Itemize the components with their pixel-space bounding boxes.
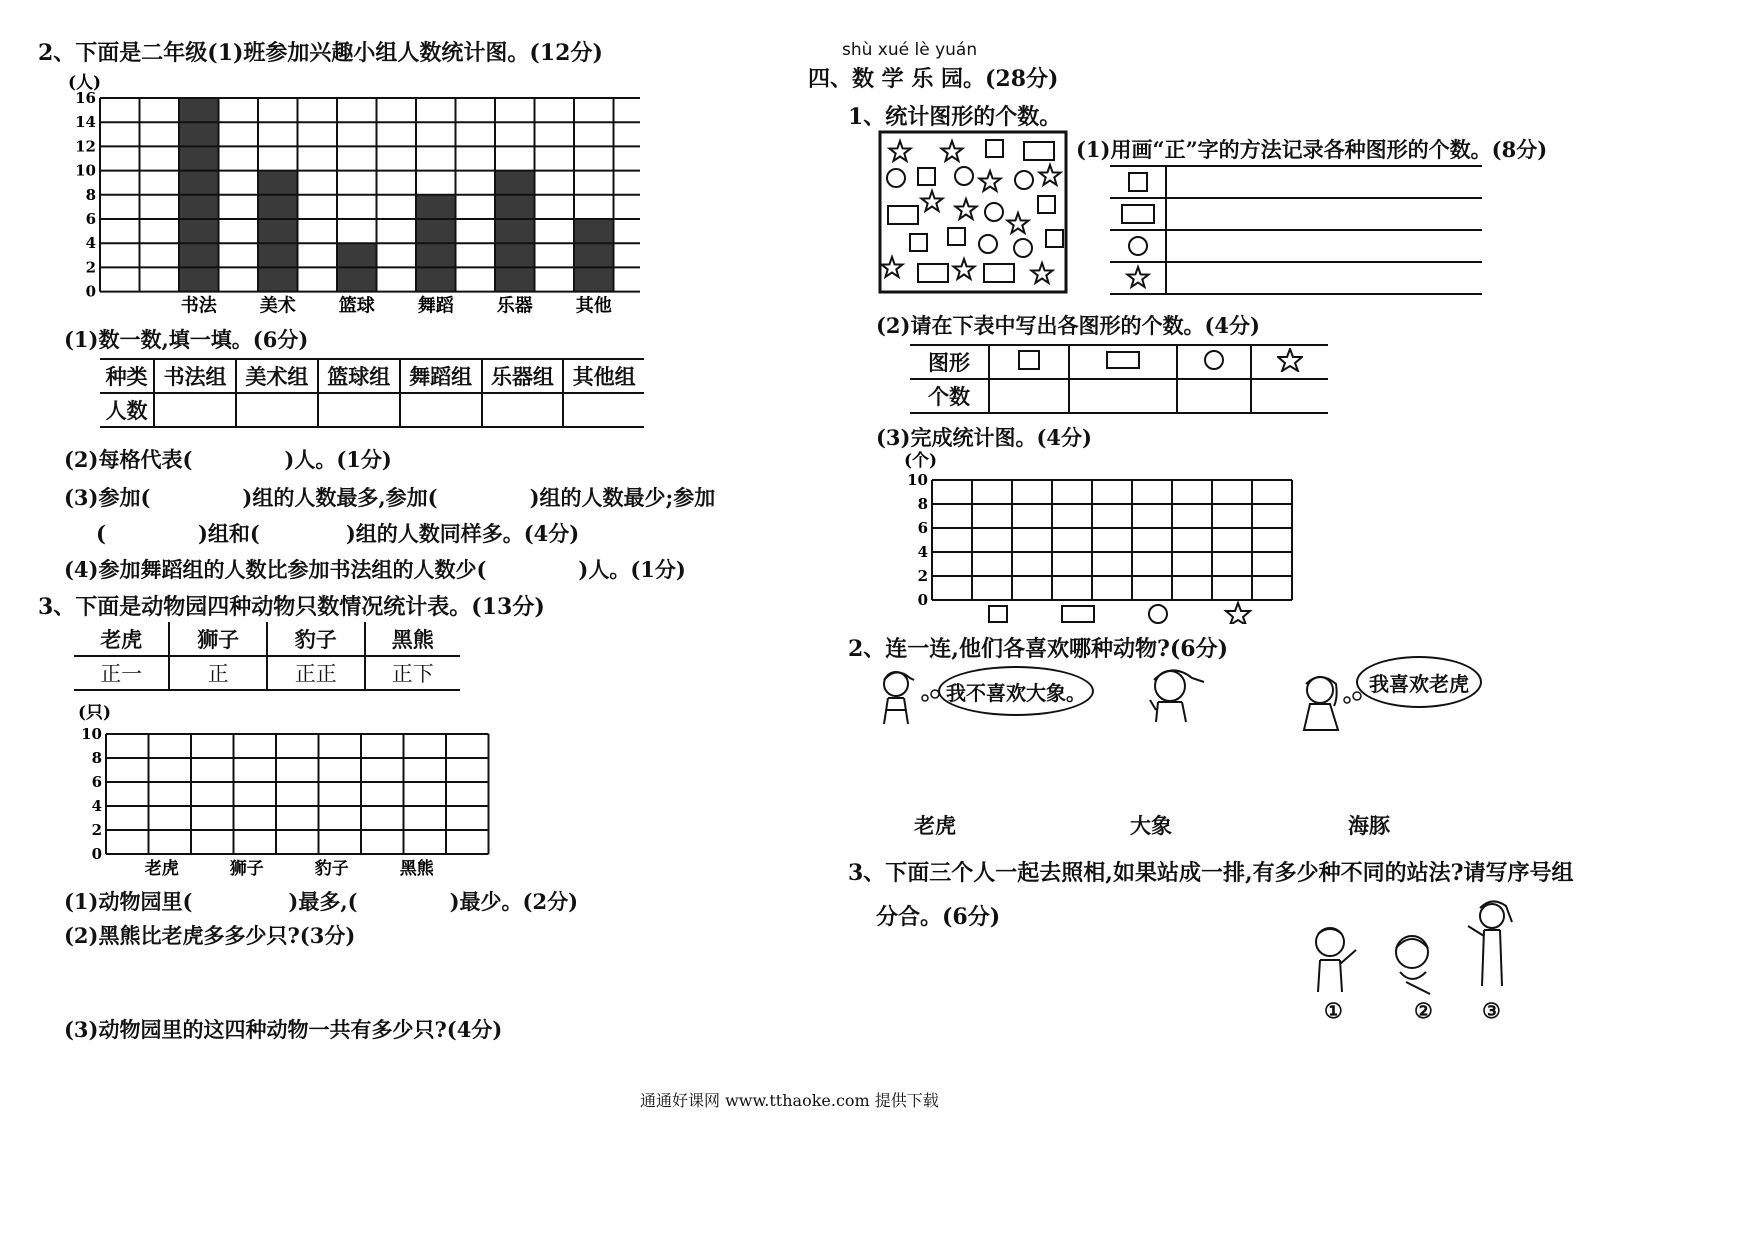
circle-icon: [1014, 239, 1032, 257]
r-q3-title: 3、下面三个人一起去照相,如果站成一排,有多少种不同的站法?请写序号组: [848, 860, 1574, 886]
tally-cell: 正: [169, 656, 267, 690]
y-tick-label: 2: [91, 821, 102, 839]
shape-header-cell: [1251, 345, 1328, 379]
circle-icon: [1205, 351, 1223, 369]
y-tick-label: 6: [85, 210, 96, 228]
y-tick-label: 8: [91, 749, 102, 767]
table-cell: 书法组: [154, 359, 236, 393]
star-icon: [980, 171, 1001, 191]
table-cell: 人数: [100, 393, 154, 427]
bar-美术: [258, 171, 298, 292]
boy-cap-illustration: [874, 664, 922, 730]
q2-part4: [64, 554, 686, 584]
q2-part4-text: (4)参加舞蹈组的人数比参加书法组的人数少(: [64, 557, 487, 582]
shape-bar-chart: [904, 446, 1296, 624]
answer-cell[interactable]: [154, 393, 236, 427]
q2-part1-label: (1)数一数,填一填。(6分): [64, 327, 309, 352]
table-cell: 舞蹈组: [400, 359, 482, 393]
rectangle-icon: [1062, 606, 1094, 622]
answer-cell[interactable]: [482, 393, 564, 427]
rectangle-icon: [1107, 352, 1139, 368]
r-q1-part2: (2)请在下表中写出各图形的个数。(4分): [876, 313, 1260, 338]
q2-part2-text: (2)每格代表(: [64, 447, 193, 472]
answer-cell[interactable]: [1251, 379, 1328, 413]
small-square-icon: [986, 140, 1003, 157]
q2-part3: [64, 482, 715, 512]
q3-part2: (2)黑熊比老虎多多少只?(3分): [64, 923, 356, 948]
y-tick-label: 14: [75, 113, 96, 132]
tally-cell: 正一: [74, 656, 169, 690]
animal-tally-table: [74, 622, 460, 691]
r-q1-part3: (3)完成统计图。(4分): [876, 425, 1092, 450]
y-tick-label: 16: [75, 89, 96, 107]
small-square-icon: [918, 168, 935, 185]
y-tick-label: 0: [917, 591, 928, 609]
table-cell: 老虎: [74, 622, 169, 656]
y-tick-label: 8: [85, 185, 96, 204]
q3-part1: [64, 886, 578, 916]
child-3-label: ③: [1482, 998, 1501, 1023]
rectangle-icon: [984, 264, 1014, 282]
y-tick-label: 2: [85, 258, 96, 277]
small-square-icon: [1019, 351, 1039, 369]
y-tick-label: 2: [917, 567, 928, 585]
answer-cell[interactable]: [989, 379, 1069, 413]
speech-bubble-2: 我喜欢老虎: [1356, 656, 1482, 708]
shape-header-cell: [989, 345, 1069, 379]
tally-cell: 正下: [365, 656, 460, 690]
small-square-icon: [948, 228, 965, 245]
child-3-illustration: [1462, 896, 1520, 992]
x-category-label: 其他: [575, 295, 612, 317]
r-q3-title-cont: 分合。(6分): [876, 904, 1001, 930]
star-icon: [922, 191, 943, 211]
table-cell: 种类: [100, 359, 154, 393]
answer-cell[interactable]: [563, 393, 644, 427]
answer-cell[interactable]: [318, 393, 400, 427]
answer-cell[interactable]: [236, 393, 318, 427]
q2-part2-text: )人。(1分): [284, 447, 392, 472]
circle-icon: [985, 203, 1003, 221]
rectangle-icon: [1122, 205, 1154, 223]
y-tick-label: 4: [91, 797, 102, 815]
animal-label-elephant: 大象: [1130, 813, 1172, 838]
x-category-label: 美术: [259, 295, 296, 317]
shape-header-cell: [1069, 345, 1177, 379]
q2-part3-cont: [96, 518, 579, 548]
star-icon: [1032, 263, 1053, 283]
animal-label-dolphin: 海豚: [1348, 813, 1390, 838]
q2-title: 2、下面是二年级(1)班参加兴趣小组人数统计图。(12分): [38, 40, 603, 66]
table-cell: 其他组: [563, 359, 644, 393]
star-icon: [1040, 165, 1061, 185]
r-q2-title: 2、连一连,他们各喜欢哪种动物?(6分): [848, 636, 1228, 662]
table-cell: 狮子: [169, 622, 267, 656]
interest-group-bar-chart: [60, 68, 640, 330]
y-tick-label: 12: [75, 137, 96, 156]
q3-part1-text: )最少。(2分): [449, 889, 579, 914]
x-category-label: 篮球: [338, 295, 375, 317]
small-square-icon: [989, 606, 1007, 622]
small-square-icon: [1038, 196, 1055, 213]
q2-part3-text: )组的人数最少;参加: [529, 485, 716, 510]
star-icon: [1008, 213, 1029, 233]
boy-waving-illustration: [1142, 660, 1208, 726]
q2-part2: [64, 444, 392, 474]
circle-icon: [1129, 237, 1147, 255]
table-cell: 个数: [910, 379, 989, 413]
child-2-illustration: [1386, 926, 1442, 996]
rectangle-icon: [918, 264, 948, 282]
y-tick-label: 6: [91, 773, 102, 791]
circle-icon: [887, 169, 905, 187]
star-icon: [942, 141, 963, 161]
table-cell: 篮球组: [318, 359, 400, 393]
pinyin-annotation: shù xué lè yuán: [842, 40, 978, 60]
r-q1-part1: (1)用画“正”字的方法记录各种图形的个数。(8分): [1076, 137, 1548, 162]
y-tick-label: 4: [917, 543, 928, 561]
star-icon: [1128, 267, 1149, 287]
child-1-illustration: [1306, 920, 1362, 996]
y-tick-label: 0: [85, 282, 96, 301]
star-icon: [954, 259, 975, 279]
small-square-icon: [1046, 230, 1063, 247]
y-tick-label: 10: [75, 161, 96, 180]
footer-credit: 通通好课网 www.tthaoke.com 提供下载: [640, 1091, 939, 1110]
x-category-label: 舞蹈: [417, 295, 454, 317]
star-icon: [1278, 349, 1302, 371]
q2-count-table: [100, 358, 644, 428]
animal-bar-chart: [72, 698, 502, 880]
circle-icon: [955, 167, 973, 185]
x-category-label: 老虎: [144, 859, 179, 879]
circle-icon: [979, 235, 997, 253]
q2-part3-text: )组的人数最多,参加(: [242, 485, 438, 510]
table-cell: 图形: [910, 345, 989, 379]
y-tick-label: 8: [917, 495, 928, 513]
y-tick-label: 4: [85, 234, 96, 253]
small-square-icon: [1129, 173, 1147, 191]
q3-part3: (3)动物园里的这四种动物一共有多少只?(4分): [64, 1017, 503, 1042]
x-category-label: 狮子: [229, 859, 264, 879]
star-icon: [890, 141, 911, 161]
q3-part1-text: )最多,(: [288, 889, 358, 914]
table-cell: 黑熊: [365, 622, 460, 656]
q2-part3-text: )组和(: [197, 521, 260, 546]
star-icon: [882, 257, 903, 277]
x-category-label: 黑熊: [399, 859, 434, 879]
bar-其他: [574, 219, 614, 292]
answer-cell[interactable]: [1177, 379, 1251, 413]
x-category-label: 书法: [180, 295, 217, 317]
answer-cell[interactable]: [1069, 379, 1177, 413]
child-1-label: ①: [1324, 998, 1343, 1023]
y-axis-label: (只): [78, 703, 112, 723]
section-title: 四、数 学 乐 园。(28分): [808, 66, 1059, 92]
y-tick-label: 0: [91, 845, 102, 863]
shape-count-table: [910, 344, 1328, 414]
x-category-label: 乐器: [496, 295, 533, 317]
x-category-label: 豹子: [314, 859, 349, 879]
table-cell: 美术组: [236, 359, 318, 393]
y-tick-label: 6: [917, 519, 928, 537]
table-cell: 豹子: [267, 622, 365, 656]
bar-乐器: [495, 171, 535, 292]
animal-label-tiger: 老虎: [914, 813, 956, 838]
speech-bubble-1: 我不喜欢大象。: [938, 666, 1094, 716]
tally-cell: 正正: [267, 656, 365, 690]
q3-part1-text: (1)动物园里(: [64, 889, 193, 914]
q2-part3-text: (3)参加(: [64, 485, 151, 510]
girl-illustration: [1296, 670, 1348, 736]
y-tick-label: 10: [907, 471, 928, 489]
shape-header-cell: [1177, 345, 1251, 379]
answer-cell[interactable]: [400, 393, 482, 427]
r-q1-title: 1、统计图形的个数。: [848, 104, 1062, 130]
y-axis-label: (个): [904, 451, 938, 471]
rectangle-icon: [888, 206, 918, 224]
y-axis-label: (人): [68, 73, 102, 93]
tally-record-table: [1110, 164, 1486, 296]
table-cell: 乐器组: [482, 359, 564, 393]
circle-icon: [1015, 171, 1033, 189]
star-icon: [956, 199, 977, 219]
star-icon: [1226, 603, 1250, 624]
shape-counting-box: [878, 130, 1068, 294]
child-2-label: ②: [1414, 998, 1433, 1023]
circle-icon: [1149, 605, 1167, 623]
y-tick-label: 10: [81, 725, 102, 743]
q2-part3-text: )组的人数同样多。(4分): [345, 521, 580, 546]
rectangle-icon: [1024, 142, 1054, 160]
q3-title: 3、下面是动物园四种动物只数情况统计表。(13分): [38, 594, 545, 620]
small-square-icon: [910, 234, 927, 251]
q2-part3-text: (: [96, 521, 106, 546]
q2-part4-text: )人。(1分): [578, 557, 686, 582]
